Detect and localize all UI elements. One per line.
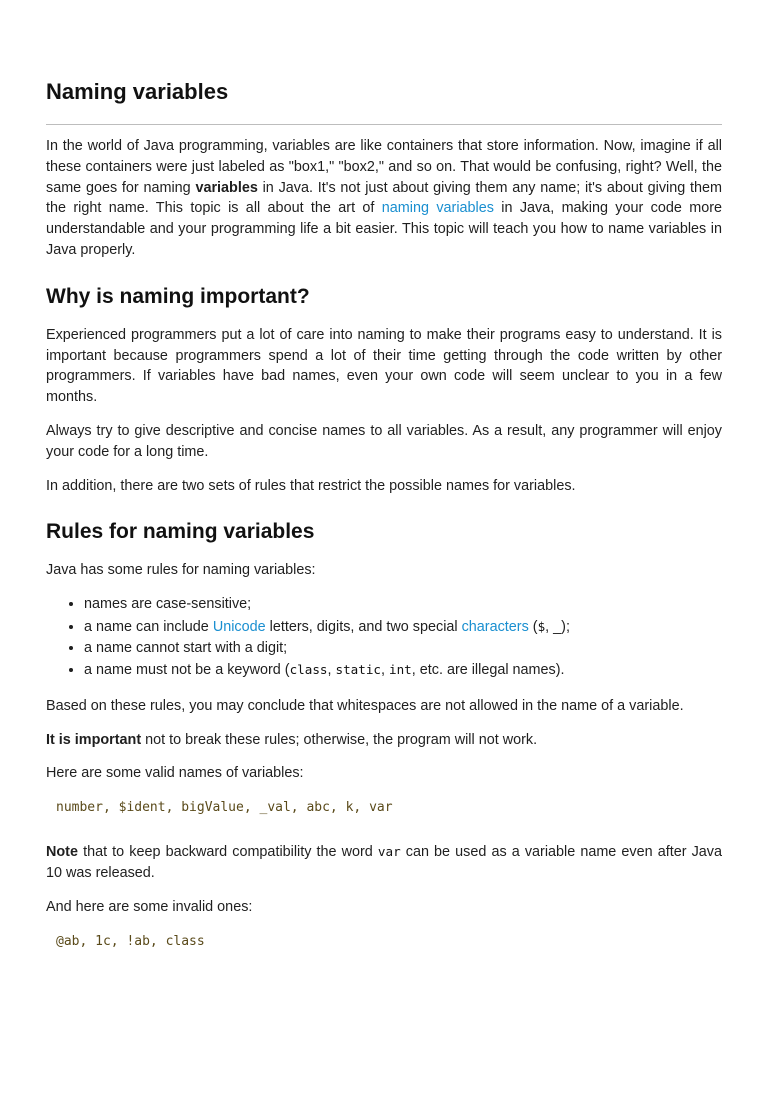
note-bold: Note <box>46 844 78 861</box>
important-bold: It is important <box>46 731 142 748</box>
why-paragraph-3: In addition, there are two sets of rules that restrict the possible names for variables. <box>46 477 576 494</box>
characters-link[interactable]: characters <box>461 618 529 635</box>
rule-text: , <box>327 662 336 679</box>
note-text-2: can be used as a variable name even after Java 10 was released. <box>46 844 722 881</box>
rule-text: letters, digits, and two special <box>265 618 462 635</box>
intro-text-1: In the world of Java programming, variables are like containers that store information. Now, imagine if all these containers were just labeled as "box1," "box2," and so on. That would be confusing, right? Well, the same goes for naming <box>46 138 722 196</box>
rules-intro: Java has some rules for naming variables: <box>46 562 316 579</box>
whitespace-paragraph: Based on these rules, you may conclude that whitespaces are not allowed in the name of a variable. <box>46 697 684 714</box>
list-item <box>84 659 722 681</box>
page-title: Naming variables <box>46 79 229 104</box>
intro-text-3: in Java, making your code more understandable and your programming life a bit easier. This topic will teach you how to name variables in Java properly. <box>46 200 722 258</box>
list-item <box>84 594 722 615</box>
inline-code: static <box>335 662 381 678</box>
intro-text-2: in Java. It's not just about giving them any name; it's about giving them the right name. This topic is all about the art of <box>46 179 722 217</box>
rule-text: a name must not be a keyword ( <box>84 662 290 679</box>
valid-names-code: number, $ident, bigValue, _val, abc, k, var <box>56 800 393 816</box>
heading-why-naming: Why is naming important? <box>46 284 310 308</box>
invalid-names-intro: And here are some invalid ones: <box>46 898 253 915</box>
title-divider <box>46 124 722 125</box>
why-paragraph-1: Experienced programmers put a lot of care into naming to make their programs easy to understand. It is important because programmers spend a lot of their time getting through the code written by other programmers. If variables have bad names, even your own code will seem unclear to you in a few months. <box>46 326 722 406</box>
heading-rules: Rules for naming variables <box>46 520 315 544</box>
list-item <box>84 616 722 638</box>
inline-code: class <box>289 662 328 678</box>
list-item <box>84 638 722 659</box>
note-paragraph <box>46 842 722 884</box>
important-paragraph <box>46 730 722 751</box>
valid-names-intro: Here are some valid names of variables: <box>46 765 304 782</box>
note-text-1: that to keep backward compatibility the word <box>77 844 378 861</box>
inline-code: var <box>377 844 401 860</box>
naming-variables-link[interactable]: naming variables <box>381 200 494 217</box>
rule-text: , <box>381 662 389 679</box>
inline-code: $ <box>537 618 546 634</box>
inline-code: int <box>389 662 412 678</box>
important-text: not to break these rules; otherwise, the program will not work. <box>141 731 538 748</box>
article <box>0 78 768 952</box>
rules-list <box>46 594 722 682</box>
why-paragraph-2: Always try to give descriptive and concise names to all variables. As a result, any programmer will enjoy your code for a long time. <box>46 422 722 460</box>
unicode-link[interactable]: Unicode <box>212 618 266 635</box>
rule-text: , etc. are illegal names). <box>411 662 565 679</box>
intro-paragraph <box>46 136 722 261</box>
rule-text: , _); <box>545 618 570 635</box>
invalid-names-code: @ab, 1c, !ab, class <box>56 933 205 949</box>
rule-no-digit-start: a name cannot start with a digit; <box>84 639 288 656</box>
rule-text: a name can include <box>84 618 213 635</box>
intro-bold-variables: variables <box>195 179 258 196</box>
rule-text: ( <box>528 618 538 635</box>
rule-case-sensitive: names are case-sensitive; <box>84 596 252 613</box>
